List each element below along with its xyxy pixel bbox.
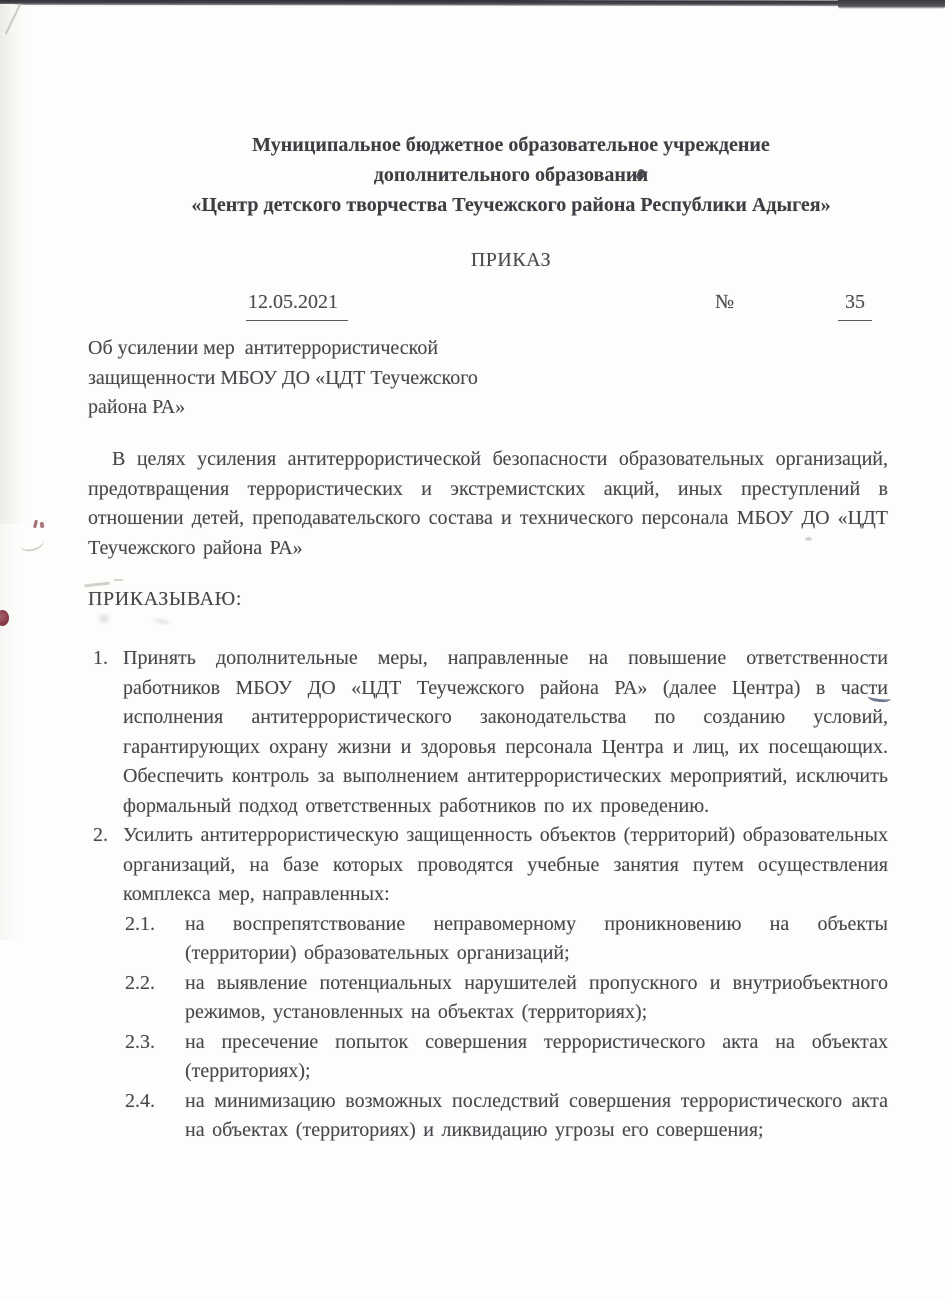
scan-edge-left	[0, 4, 26, 524]
organization-header	[88, 130, 888, 220]
subitem-text: на выявление потенциальных нарушителей пропускного и внутриобъектного режимов, установленных на объектах (территориях);	[185, 971, 888, 1023]
item-text: Усилить антитеррористическую защищенность объектов (территорий) образовательных организаций, на базе которых проводятся учебные занятия путем осуществления комплекса мер, направленных:	[123, 824, 888, 905]
item-text: Принять дополнительные меры, направленные на повышение ответственности работников МБОУ ДО «ЦДТ Теучежского района РА» (далее Центра) в части исполнения антитеррористического законодательства по созданию условий, гарантирующих охрану жизни и здоровья персонала Центра и лиц, их посещающих. Обеспечить контроль за выполнением антитеррористических мероприятий, исключить формальный подход ответственных работников по их проведению.	[123, 647, 888, 817]
resolution-word: ПРИКАЗЫВАЮ:	[88, 588, 242, 610]
subitem-number: 2.3.	[125, 1030, 155, 1053]
scan-artifact-red-mark	[40, 522, 45, 529]
order-items-list	[88, 644, 888, 1146]
date-and-number-row	[88, 288, 888, 320]
org-name-line-1: Муниципальное бюджетное образовательное учреждение	[252, 134, 770, 156]
list-subitem-2-2	[125, 969, 888, 1028]
subitem-text: на пресечение попыток совершения террористического акта на объектах (территориях);	[185, 1030, 888, 1082]
subject-line-2: защищенности МБОУ ДО «ЦДТ Теучежского	[88, 366, 478, 389]
list-subitem-2-3	[125, 1028, 888, 1087]
scan-edge-top-right	[838, 0, 945, 9]
scan-edge-top	[0, 0, 945, 7]
list-item-2	[88, 821, 888, 910]
subject-line-3: района РА»	[88, 396, 186, 418]
scan-artifact-red-mark	[33, 520, 38, 528]
subitem-text: на воспрепятствование неправомерному проникновению на объекты (территории) образовательных организаций;	[185, 912, 888, 964]
item-number: 2.	[93, 824, 108, 846]
subitem-number: 2.2.	[125, 971, 155, 994]
subject-line-1: Об усилении мер антитеррористической	[88, 337, 439, 359]
preamble-paragraph: В целях усиления антитеррористической безопасности образовательных организаций, предотвращения террористических и экстремистских акций, иных преступлений в отношении детей, преподавательского состава и технического персонала МБОУ ДО «ЦДТ Теучежского района РА»	[88, 448, 888, 559]
document-type-title: ПРИКАЗ	[470, 249, 552, 271]
document-number: 35	[838, 288, 872, 321]
item-number: 1.	[93, 647, 108, 669]
org-name-line-3: «Центр детского творчества Теучежского района Республики Адыгея»	[191, 194, 831, 216]
subitem-text: на минимизацию возможных последствий совершения террористического акта на объектах (территориях) и ликвидацию угрозы его совершения;	[185, 1089, 888, 1141]
scan-edge-left-lower	[0, 520, 18, 940]
number-sign: №	[715, 291, 735, 313]
scan-artifact-gray-curve	[17, 532, 45, 554]
scan-artifact-smudge	[149, 615, 174, 628]
subitem-number: 2.4.	[125, 1089, 155, 1112]
subitem-number: 2.1.	[125, 912, 155, 935]
list-subitem-2-4	[125, 1087, 888, 1146]
subject-block	[88, 334, 478, 423]
org-name-line-2: дополнительного образования	[373, 164, 649, 186]
scan-artifact-dash	[114, 579, 123, 581]
list-item-1	[88, 644, 888, 821]
document-date: 12.05.2021	[246, 288, 348, 321]
list-subitem-2-1	[125, 910, 888, 969]
